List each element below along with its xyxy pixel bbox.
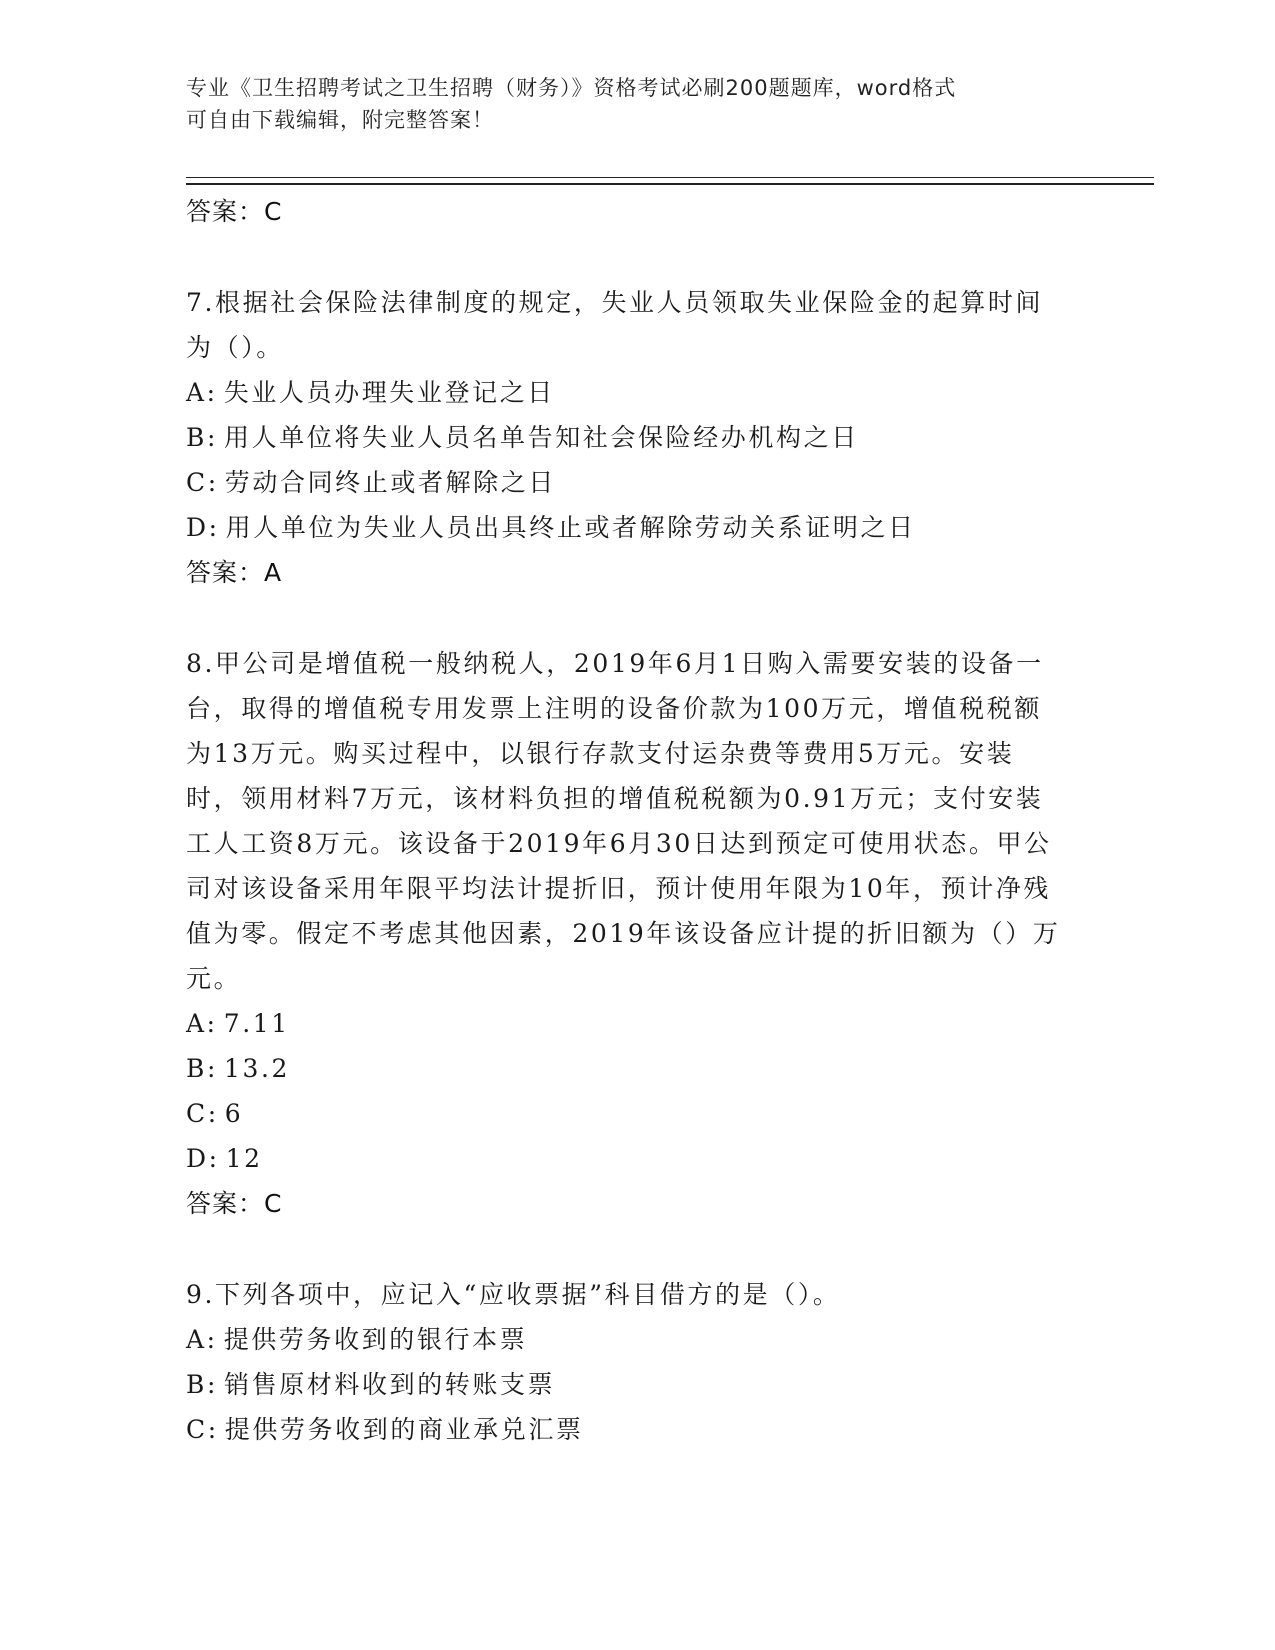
option-b bbox=[186, 1362, 1066, 1407]
header-line-2: 可自由下载编辑，附完整答案！ bbox=[186, 108, 494, 132]
option-label: A: bbox=[186, 378, 218, 407]
option-text: 失业人员办理失业登记之日 bbox=[223, 378, 555, 407]
option-text: 13.2 bbox=[224, 1054, 291, 1083]
header-line-1: 专业《卫生招聘考试之卫生招聘（财务）》资格考试必刷200题题库，word格式 bbox=[186, 76, 957, 100]
option-b bbox=[186, 1046, 1066, 1091]
option-c bbox=[186, 1407, 1066, 1452]
option-text: 6 bbox=[224, 1099, 244, 1128]
header-divider bbox=[186, 177, 1154, 185]
option-label: B: bbox=[186, 1370, 218, 1399]
question-stem: 7.根据社会保险法律制度的规定，失业人员领取失业保险金的起算时间为（）。 bbox=[186, 288, 1044, 362]
option-label: C: bbox=[186, 1099, 219, 1128]
option-d bbox=[186, 505, 1066, 550]
answer: 答案：C bbox=[186, 1189, 283, 1218]
option-label: A: bbox=[186, 1009, 218, 1038]
option-text: 销售原材料收到的转账支票 bbox=[224, 1370, 556, 1399]
option-label: D: bbox=[186, 513, 220, 542]
question-list bbox=[186, 189, 1066, 1452]
option-label: B: bbox=[186, 1054, 218, 1083]
question-8 bbox=[186, 641, 1066, 1227]
option-a bbox=[186, 1317, 1066, 1362]
option-text: 提供劳务收到的商业承兑汇票 bbox=[224, 1415, 584, 1444]
option-a bbox=[186, 1001, 1066, 1046]
page-header bbox=[186, 72, 1066, 136]
option-c bbox=[186, 460, 1066, 505]
option-label: C: bbox=[186, 468, 219, 497]
option-d bbox=[186, 1136, 1066, 1181]
question-7 bbox=[186, 280, 1066, 596]
option-c bbox=[186, 1091, 1066, 1136]
answer: 答案：A bbox=[186, 558, 283, 587]
option-a bbox=[186, 370, 1066, 415]
option-text: 劳动合同终止或者解除之日 bbox=[224, 468, 556, 497]
option-text: 提供劳务收到的银行本票 bbox=[223, 1325, 528, 1354]
option-label: B: bbox=[186, 423, 218, 452]
option-text: 12 bbox=[225, 1144, 263, 1173]
option-label: D: bbox=[186, 1144, 220, 1173]
question-9 bbox=[186, 1272, 1066, 1452]
question-stem: 9.下列各项中，应记入“应收票据”科目借方的是（）。 bbox=[186, 1280, 841, 1309]
option-b bbox=[186, 415, 1066, 460]
option-label: C: bbox=[186, 1415, 219, 1444]
question-stem: 8.甲公司是增值税一般纳税人，2019年6月1日购入需要安装的设备一台，取得的增值税专用发票上注明的设备价款为100万元，增值税税额为13万元。购买过程中，以银行存款支付运杂费等费用5万元。安装时，领用材料7万元，该材料负担的增值税税额为0.91万元；支付安装工人工资8万元。该设备于2019年6月30日达到预定可使用状态。甲公司对该设备采用年限平均法计提折旧，预计使用年限为10年，预计净残值为零。假定不考虑其他因素，2019年该设备应计提的折旧额为（）万元。 bbox=[186, 649, 1061, 993]
option-text: 7.11 bbox=[223, 1009, 290, 1038]
option-text: 用人单位将失业人员名单告知社会保险经办机构之日 bbox=[224, 423, 859, 452]
option-text: 用人单位为失业人员出具终止或者解除劳动关系证明之日 bbox=[225, 513, 916, 542]
previous-answer: 答案：C bbox=[186, 197, 283, 226]
option-label: A: bbox=[186, 1325, 218, 1354]
